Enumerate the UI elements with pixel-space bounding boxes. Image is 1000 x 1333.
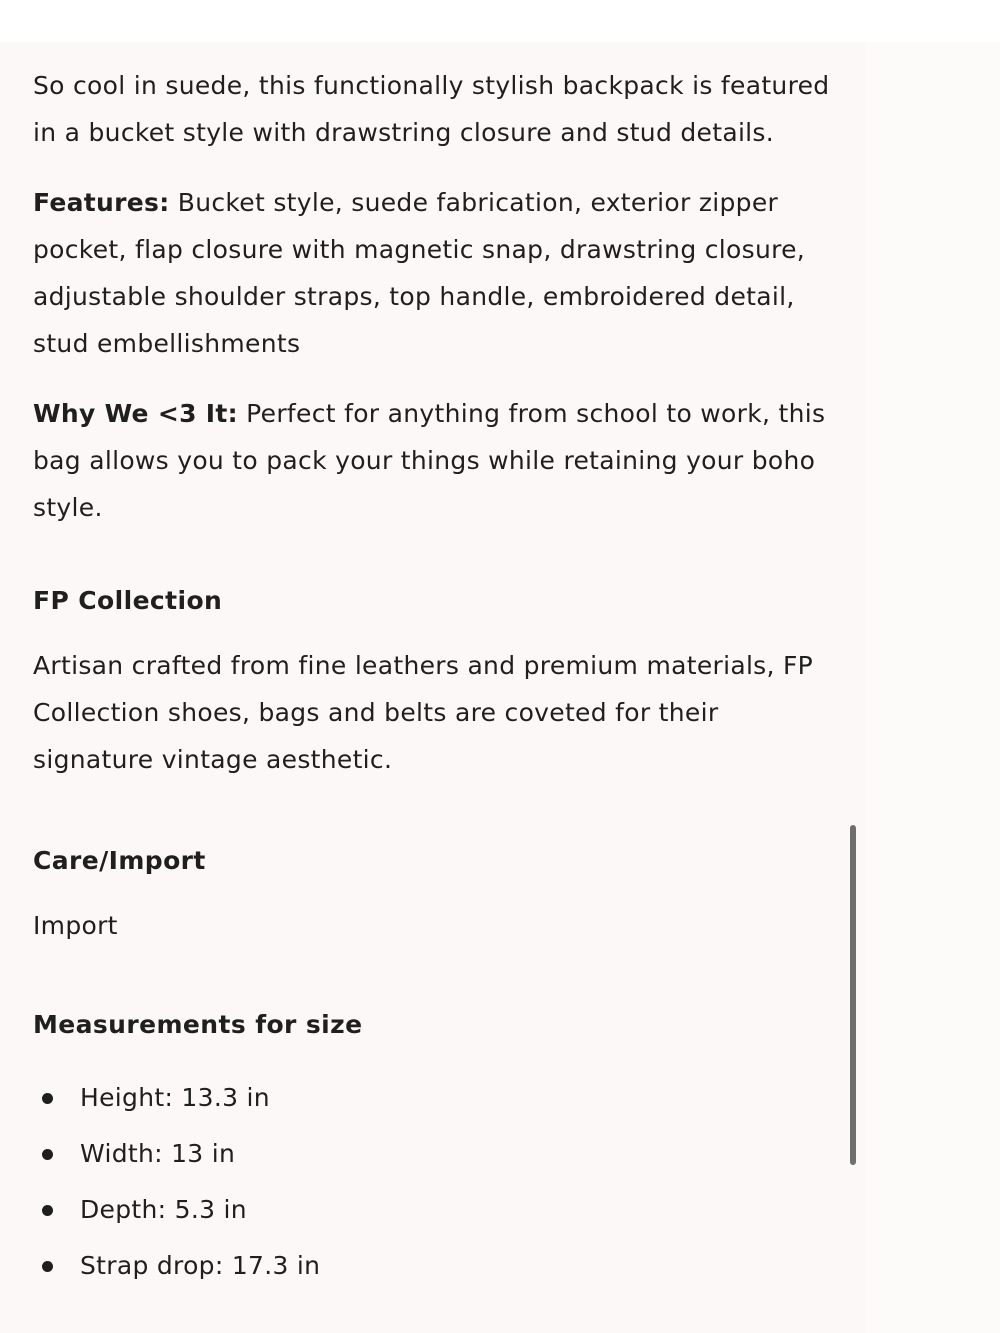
side-area	[866, 42, 1000, 1333]
list-item	[33, 1182, 833, 1238]
measurement-strap-drop: Strap drop: 17.3 in	[80, 1251, 321, 1280]
bullet-dot-icon	[42, 1261, 53, 1272]
why-label: Why We <3 It:	[33, 399, 238, 428]
bullet-dot-icon	[42, 1205, 53, 1216]
product-details-content	[33, 62, 833, 1294]
measurement-width: Width: 13 in	[80, 1139, 236, 1168]
features-paragraph	[33, 179, 833, 367]
measurement-height: Height: 13.3 in	[80, 1083, 270, 1112]
list-item	[33, 1126, 833, 1182]
features-label: Features:	[33, 188, 170, 217]
care-import-text: Import	[33, 911, 118, 940]
scrollbar[interactable]	[850, 825, 856, 1165]
measurement-depth: Depth: 5.3 in	[80, 1195, 247, 1224]
bullet-dot-icon	[42, 1093, 53, 1104]
measurements-heading: Measurements for size	[33, 1010, 363, 1039]
why-text: Perfect for anything from school to work, this bag allows you to pack your things while retaining your boho style.	[33, 399, 826, 522]
collection-heading: FP Collection	[33, 586, 223, 615]
care-import-heading: Care/Import	[33, 846, 206, 875]
list-item	[33, 1238, 833, 1294]
why-we-love-it-paragraph	[33, 390, 833, 531]
bullet-dot-icon	[42, 1149, 53, 1160]
collection-text: Artisan crafted from fine leathers and premium materials, FP Collection shoes, bags and belts are coveted for their signature vintage aesthetic.	[33, 651, 814, 774]
measurements-list	[33, 1070, 833, 1294]
scrollbar-thumb[interactable]	[850, 825, 856, 1165]
features-text: Bucket style, suede fabrication, exterior zipper pocket, flap closure with magnetic snap, drawstring closure, adjustable shoulder straps, top handle, embroidered detail, stud embellishments	[33, 188, 806, 358]
list-item	[33, 1070, 833, 1126]
product-description: So cool in suede, this functionally stylish backpack is featured in a bucket style with drawstring closure and stud details.	[33, 71, 830, 147]
